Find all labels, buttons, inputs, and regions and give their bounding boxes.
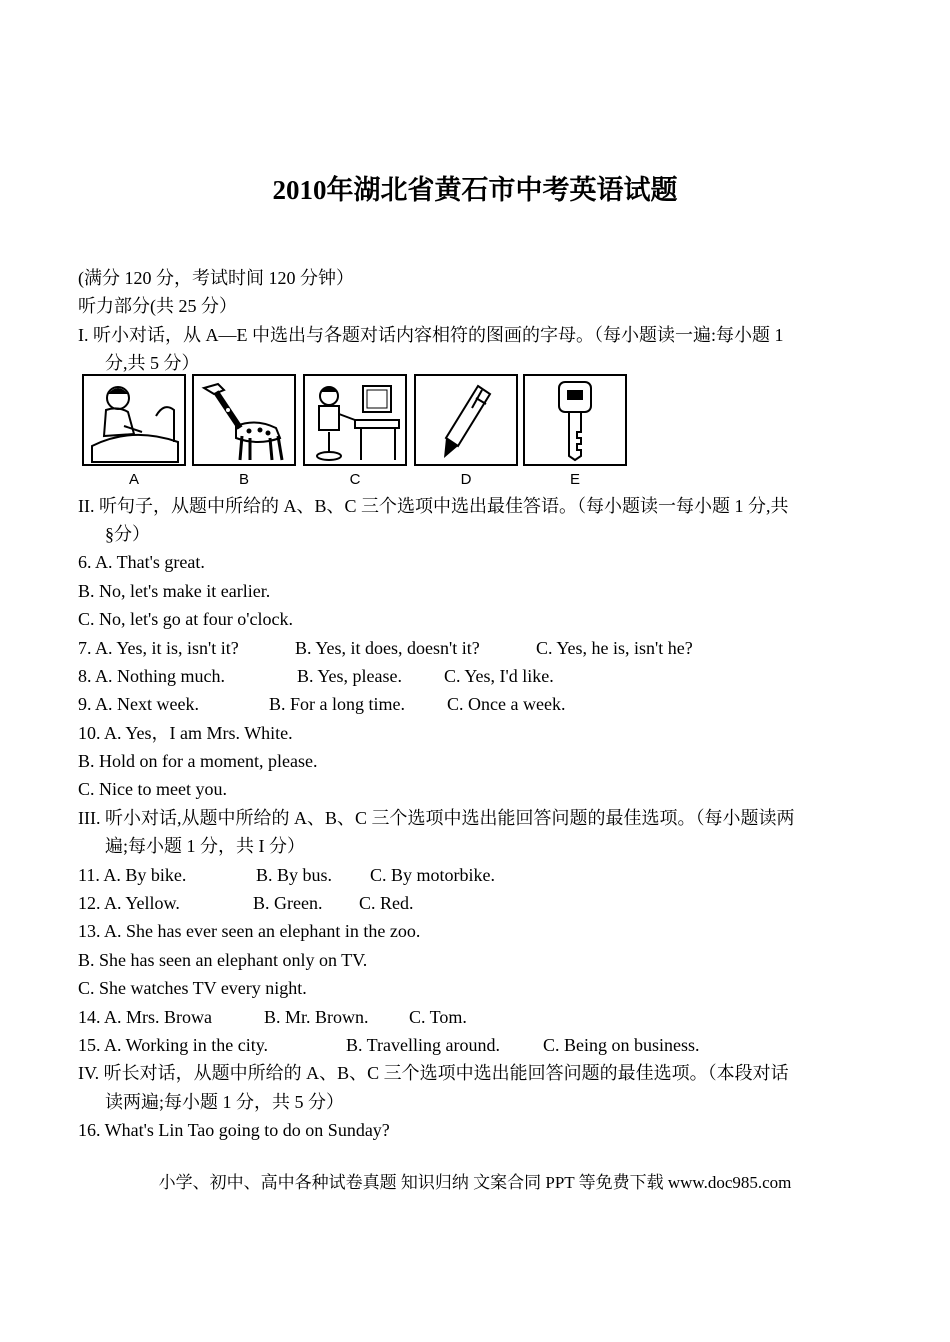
question-13-c: C. She watches TV every night. (78, 978, 307, 999)
footer-text: 小学、初中、高中各种试卷真题 知识归纳 文案合同 PPT 等免费下载 www.doc985.com (158, 1173, 792, 1192)
question-14-b: B. Mr. Brown. (264, 1006, 369, 1027)
question-11-b: B. By bus. (256, 864, 333, 885)
picture-a (82, 374, 186, 488)
key-icon (525, 376, 625, 464)
giraffe-icon (194, 376, 294, 464)
exam-info: (满分 120 分，考试时间 120 分钟） (78, 268, 354, 288)
question-9-c: C. Once a week. (447, 694, 566, 715)
question-14 (78, 1003, 868, 1031)
section1-instruction: I. 听小对话，从 A—E 中选出与各题对话内容相符的图画的字母。（每小题读一遍:每小题 1 (78, 324, 784, 345)
section3-instruction: III. 听小对话,从题中所给的 A、B、C 三个选项中选出能回答问题的最佳选项。（每小题读两 (78, 807, 795, 828)
picture-e-label: E (569, 471, 580, 488)
question-8-a: 8. A. Nothing much. (78, 665, 225, 686)
picture-b (192, 374, 296, 488)
question-9-a: 9. A. Next week. (78, 694, 199, 715)
question-9-b: B. For a long time. (269, 694, 405, 715)
picture-e (523, 374, 627, 488)
question-15-c: C. Being on business. (543, 1034, 700, 1055)
question-11-a: 11. A. By bike. (78, 864, 187, 885)
question-6-b: B. No, let's make it earlier. (78, 580, 271, 601)
question-14-c: C. Tom. (409, 1006, 467, 1027)
question-11-c: C. By motorbike. (370, 864, 495, 885)
boy-in-bed-icon (84, 376, 184, 464)
question-6-c: C. No, let's go at four o'clock. (78, 609, 293, 630)
question-12 (78, 889, 868, 917)
question-15 (78, 1031, 868, 1059)
question-10-c: C. Nice to meet you. (78, 779, 227, 800)
question-7-a: 7. A. Yes, it is, isn't it? (78, 637, 239, 658)
question-9 (78, 690, 868, 718)
boy-at-computer-icon (305, 376, 405, 464)
question-7-b: B. Yes, it does, doesn't it? (295, 637, 480, 658)
question-15-b: B. Travelling around. (346, 1034, 501, 1055)
question-12-b: B. Green. (253, 893, 323, 914)
question-7 (78, 634, 868, 662)
question-13-b: B. She has seen an elephant only on TV. (78, 949, 368, 970)
question-8-c: C. Yes, I'd like. (444, 665, 554, 686)
question-12-c: C. Red. (359, 893, 414, 914)
picture-c-label: C (349, 471, 361, 488)
question-15-a: 15. A. Working in the city. (78, 1034, 269, 1055)
question-14-a: 14. A. Mrs. Browa (78, 1006, 212, 1027)
question-16: 16. What's Lin Tao going to do on Sunday? (78, 1120, 390, 1141)
section2-instruction-cont: §分） (105, 523, 150, 544)
listening-heading: 听力部分(共 25 分） (78, 296, 237, 317)
question-6-a: 6. A. That's great. (78, 552, 205, 573)
pen-icon (416, 376, 516, 464)
section2-instruction: II. 听句子，从题中所给的 A、B、C 三个选项中选出最佳答语。（每小题读一每小题 1 分,共 (78, 495, 789, 516)
picture-d-label: D (460, 471, 472, 488)
question-12-a: 12. A. Yellow. (78, 893, 180, 914)
question-10-b: B. Hold on for a moment, please. (78, 751, 318, 772)
question-7-c: C. Yes, he is, isn't he? (536, 637, 693, 658)
picture-b-label: B (238, 471, 249, 488)
picture-a-label: A (128, 471, 139, 488)
question-11 (78, 861, 868, 889)
question-13-a: 13. A. She has ever seen an elephant in the zoo. (78, 921, 421, 942)
question-8 (78, 662, 868, 690)
question-8-b: B. Yes, please. (297, 665, 403, 686)
section1-instruction-cont: 分,共 5 分） (105, 353, 200, 374)
section4-instruction: IV. 听长对话，从题中所给的 A、B、C 三个选项中选出能回答问题的最佳选项。（本段对话 (78, 1063, 789, 1084)
picture-d (414, 374, 518, 488)
section3-instruction-cont: 遍;每小题 1 分，共 I 分） (105, 836, 305, 857)
section4-instruction-cont: 读两遍;每小题 1 分，共 5 分） (105, 1091, 344, 1112)
picture-c (303, 374, 407, 488)
page-title: 2010年湖北省黄石市中考英语试题 (272, 175, 678, 205)
question-10-a: 10. A. Yes，I am Mrs. White. (78, 722, 293, 743)
